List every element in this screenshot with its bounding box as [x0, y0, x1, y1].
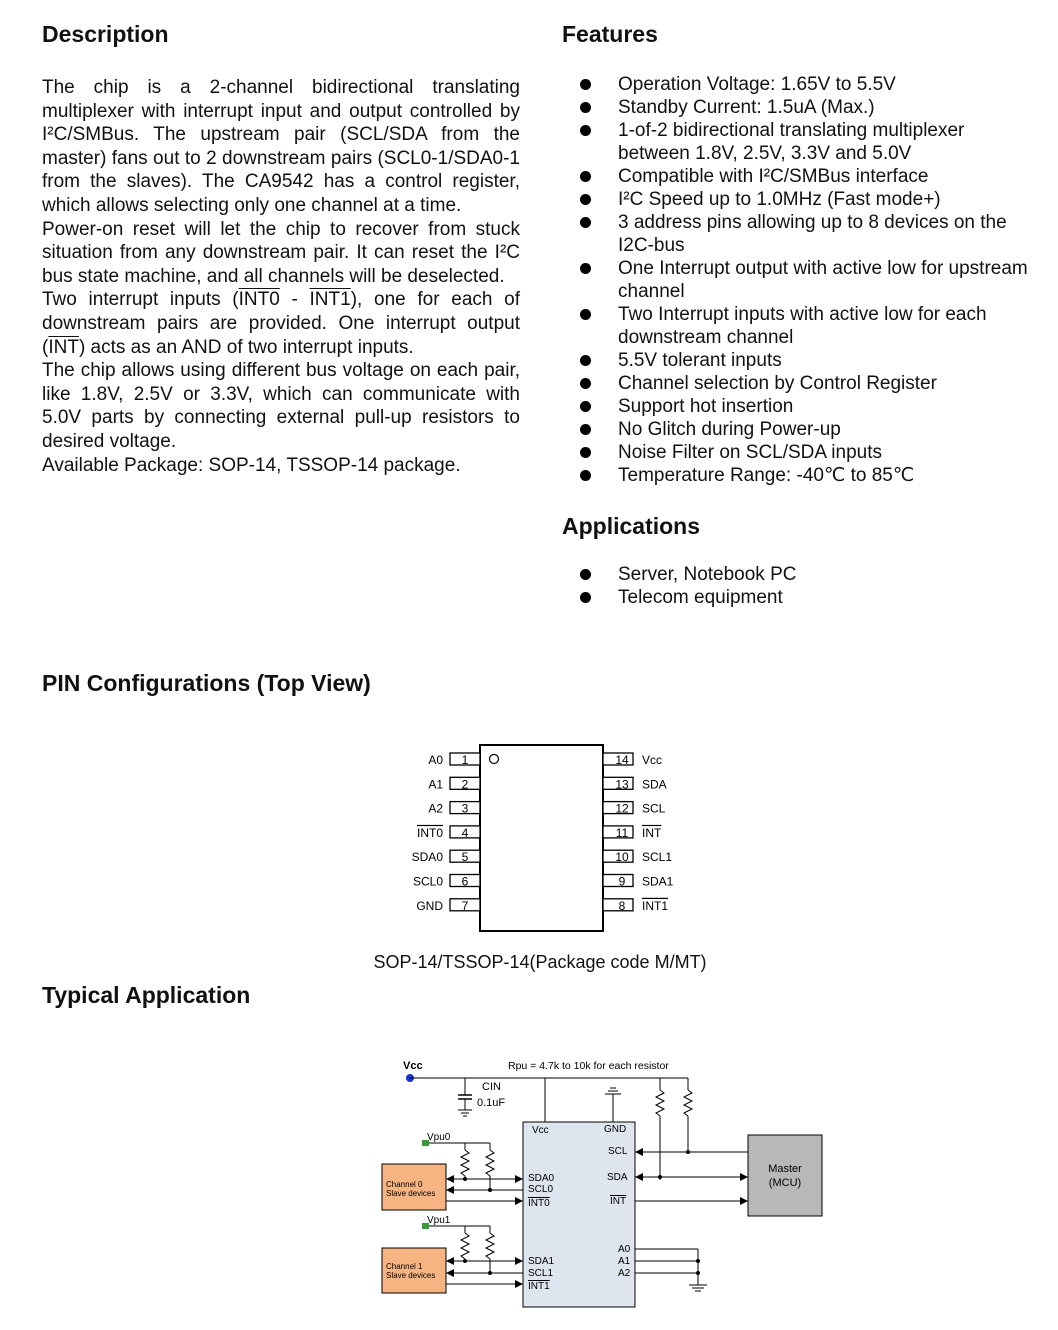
- chip-pin-label: A1: [618, 1256, 631, 1267]
- vpu1-label: Vpu1: [427, 1215, 451, 1226]
- description-paragraph: The chip allows using different bus voltage on each pair, like 1.8V, 2.5V or 3.3V, which can communicate with 5.0V parts by connecting external pull-up resistors to desired voltage.: [42, 360, 520, 452]
- pullup-resistor: [656, 1090, 664, 1116]
- master-mcu: [748, 1135, 822, 1216]
- vpu0-label: Vpu0: [427, 1132, 451, 1143]
- feature-item: [562, 441, 1038, 464]
- feature-item: [562, 257, 1038, 303]
- cin-label: CIN: [482, 1081, 501, 1093]
- feature-item: [562, 349, 1038, 372]
- chip-pin-label: SCL1: [528, 1268, 554, 1279]
- vcc-label: Vcc: [403, 1060, 423, 1072]
- right-pins: [603, 753, 674, 913]
- pin-name: A1: [428, 777, 443, 792]
- pin-number: 2: [461, 777, 469, 792]
- chip-pin-label: A2: [618, 1268, 631, 1279]
- channel0-label: Channel 0: [386, 1180, 423, 1189]
- description-paragraph: The chip is a 2-channel bidirectional translating multiplexer with interrupt input and output controlled by I²C/SMBus. The upstream pair (SCL/SDA from the master) fans out to 2 downstream pairs (SCL0-1/SDA0-1 from the slaves). The CA9542 has a control register, which allows selecting only one channel at a time.: [42, 77, 520, 216]
- feature-item-text: Support hot insertion: [618, 396, 794, 417]
- pin-number: 12: [615, 801, 629, 816]
- applications-heading: Applications: [562, 513, 701, 539]
- pin-name: GND: [416, 898, 443, 913]
- int-signal: $\overline{INT}$: [48, 336, 79, 358]
- feature-item: [562, 96, 1038, 119]
- pin-name: SDA1: [642, 874, 674, 889]
- pin-number: 4: [461, 825, 469, 840]
- package-caption: SOP-14/TSSOP-14(Package code M/MT): [373, 952, 707, 972]
- description-paragraph: [42, 288, 520, 359]
- feature-item: [562, 188, 1038, 211]
- chip-pin-label: GND: [604, 1124, 627, 1135]
- feature-item-text: No Glitch during Power-up: [618, 419, 841, 440]
- pin-name: SCL: [642, 801, 666, 816]
- chip-pin-label: SCL: [608, 1146, 628, 1157]
- feature-item-text: Two Interrupt inputs with active low for each downstream channel: [618, 304, 987, 348]
- bullet-icon: [580, 125, 591, 136]
- features-heading: Features: [562, 21, 658, 47]
- text-span: Two interrupt inputs (: [42, 289, 239, 311]
- feature-item-text: 5.5V tolerant inputs: [618, 350, 782, 371]
- feature-item-text: Noise Filter on SCL/SDA inputs: [618, 442, 883, 463]
- pin-config-heading: PIN Configurations (Top View): [42, 670, 371, 696]
- feature-item-text: One Interrupt output with active low for upstream channel: [618, 258, 1028, 302]
- pin-number: 10: [615, 850, 629, 865]
- channel1-label: Slave devices: [386, 1271, 436, 1280]
- application-item-text: Server, Notebook PC: [618, 564, 797, 585]
- description-heading: Description: [42, 21, 169, 47]
- pin-name: INT: [642, 825, 662, 840]
- chip-pin-label: INT: [610, 1196, 627, 1207]
- feature-item-text: 3 address pins allowing up to 8 devices on the I2C-bus: [618, 212, 1007, 256]
- ic-body: [480, 745, 603, 931]
- text-span: -: [279, 289, 310, 311]
- pin-name: SCL1: [642, 850, 673, 865]
- description-paragraph: Available Package: SOP-14, TSSOP-14 package.: [42, 454, 461, 476]
- pin-name: A2: [428, 801, 443, 816]
- bullet-icon: [580, 102, 591, 113]
- bullet-icon: [580, 194, 591, 205]
- cin-value: 0.1uF: [477, 1097, 506, 1109]
- int1-signal: INT1: [309, 289, 351, 311]
- pin-name: SCL0: [412, 874, 443, 889]
- pin-number: 9: [618, 874, 626, 889]
- pin-name: INT1: [642, 898, 669, 913]
- pin-number: 14: [615, 753, 629, 767]
- feature-item-text: I²C Speed up to 1.0MHz (Fast mode+): [618, 189, 941, 210]
- master-label: Master: [768, 1163, 802, 1175]
- pullup-resistor: [486, 1233, 494, 1259]
- feature-item: [562, 418, 1038, 441]
- rpu-note: Rpu = 4.7k to 10k for each resistor: [508, 1060, 669, 1072]
- typical-app-schematic: [370, 1050, 840, 1310]
- bullet-icon: [580, 378, 591, 389]
- feature-item-text: 1-of-2 bidirectional translating multiplexer between 1.8V, 2.5V, 3.3V and 5.0V: [618, 120, 965, 164]
- pin-number: 11: [615, 825, 629, 840]
- pin-number: 8: [618, 898, 626, 913]
- chip-pin-label: A0: [618, 1244, 631, 1255]
- features-list: [562, 73, 1038, 487]
- bullet-icon: [580, 592, 591, 603]
- channel1-label: Channel 1: [386, 1262, 423, 1271]
- feature-item-text: Temperature Range: -40℃ to 85℃: [618, 465, 915, 486]
- feature-item: [562, 395, 1038, 418]
- pin-number: 6: [461, 874, 469, 889]
- chip-pin-label: SDA0: [528, 1173, 555, 1184]
- pullup-resistor: [684, 1090, 692, 1116]
- chip-pin-label: Vcc: [532, 1125, 549, 1136]
- left-pins: [412, 753, 480, 913]
- channel0-label: Slave devices: [386, 1189, 436, 1198]
- pin-name: A0: [428, 753, 443, 767]
- feature-item: [562, 165, 1038, 188]
- bullet-icon: [580, 217, 591, 228]
- application-item: [562, 563, 1038, 586]
- chip-pin-label: SDA: [607, 1172, 628, 1183]
- feature-item-text: Standby Current: 1.5uA (Max.): [618, 97, 875, 118]
- pin-number: 7: [461, 898, 469, 913]
- feature-item: [562, 119, 1038, 165]
- pin-number: 3: [461, 801, 469, 816]
- bullet-icon: [580, 355, 591, 366]
- pin-name: INT0: [416, 825, 443, 840]
- pin-number: 1: [461, 753, 469, 767]
- bullet-icon: [580, 447, 591, 458]
- text-span: ), one for each of downstream pairs are provided. One interrupt output (: [42, 289, 520, 358]
- bullet-icon: [580, 401, 591, 412]
- int0-signal: INT0: [238, 289, 280, 311]
- chip-pin-label: SDA1: [528, 1256, 555, 1267]
- text-span: ) acts as an AND of two interrupt inputs.: [78, 336, 414, 358]
- application-item-text: Telecom equipment: [618, 587, 783, 608]
- pin-name: SDA: [642, 777, 667, 792]
- bullet-icon: [580, 309, 591, 320]
- bullet-icon: [580, 171, 591, 182]
- bullet-icon: [580, 424, 591, 435]
- pin-number: 13: [615, 777, 629, 792]
- pin-name: SDA0: [411, 850, 443, 865]
- pullup-resistor: [461, 1150, 469, 1176]
- feature-item-text: Channel selection by Control Register: [618, 373, 937, 394]
- pin-diagram: [380, 735, 700, 935]
- pullup-resistor: [461, 1233, 469, 1259]
- pullup-resistor: [486, 1150, 494, 1176]
- bullet-icon: [580, 569, 591, 580]
- pin-number: 5: [461, 850, 469, 865]
- feature-item: [562, 372, 1038, 395]
- feature-item: [562, 303, 1038, 349]
- description-paragraph: Power-on reset will let the chip to recover from stuck situation from any downstream pair. It can reset the I²C bus state machine, and all channels will be deselected.: [42, 218, 520, 287]
- bullet-icon: [580, 263, 591, 274]
- bullet-icon: [580, 79, 591, 90]
- applications-list: [562, 563, 1038, 609]
- chip-pin-label: SCL0: [528, 1184, 554, 1195]
- master-label: (MCU): [768, 1177, 802, 1189]
- bullet-icon: [580, 470, 591, 481]
- pin-name: Vcc: [642, 753, 663, 767]
- feature-item: [562, 464, 1038, 487]
- chip-pin-label: INT0: [528, 1198, 550, 1209]
- chip-pin-label: INT1: [528, 1281, 550, 1292]
- typical-app-heading: Typical Application: [42, 982, 251, 1008]
- description-body: [42, 76, 520, 477]
- feature-item: [562, 73, 1038, 96]
- feature-item-text: Compatible with I²C/SMBus interface: [618, 166, 929, 187]
- application-item: [562, 586, 1038, 609]
- feature-item: [562, 211, 1038, 257]
- feature-item-text: Operation Voltage: 1.65V to 5.5V: [618, 74, 896, 95]
